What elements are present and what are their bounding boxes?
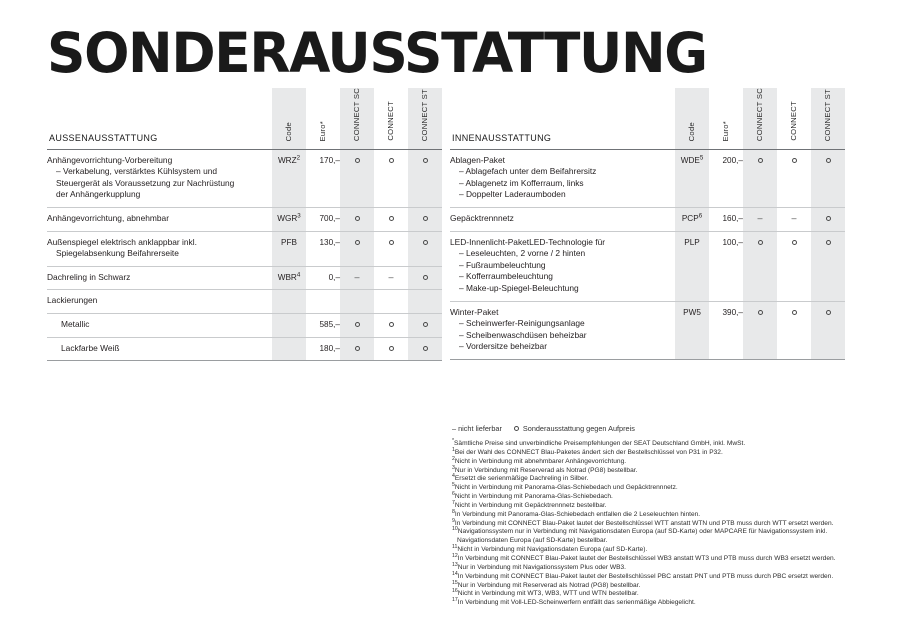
row-feature-name <box>47 149 272 207</box>
right-table-heading: INNENAUSSTATTUNG <box>450 88 675 149</box>
column-header-connect <box>374 88 408 149</box>
row-connect-st <box>811 301 845 359</box>
row-connect <box>777 231 811 301</box>
row-connect <box>374 314 408 338</box>
feature-title: LED-Innenlicht-Paket <box>450 236 530 247</box>
footnote-marker: 8 <box>452 508 455 515</box>
row-connect-sc <box>340 149 374 207</box>
table-row <box>450 208 845 232</box>
column-header-euro-label: Euro* <box>318 120 328 142</box>
circle-icon <box>792 158 797 163</box>
row-code <box>272 337 306 361</box>
row-connect <box>777 208 811 232</box>
column-header-connect-st-label: CONNECT ST <box>823 88 833 142</box>
table-row <box>47 266 442 290</box>
legend-optional <box>514 424 635 433</box>
table-row <box>450 231 845 301</box>
row-connect <box>777 301 811 359</box>
row-feature-name <box>47 266 272 290</box>
table-row <box>47 314 442 338</box>
column-header-code-label: Code <box>284 121 294 142</box>
footnote-item: $^{13}$Nur in Verbindung mit Navigationssystem Plus oder WB3. <box>452 561 626 571</box>
footnote-item: $^9$In Verbindung mit CONNECT Blau-Paket lautet der Bestellschlüssel WTT anstatt WTN und PTB muss durch WTT ersetzt werden. <box>452 517 834 527</box>
page-title: SONDERAUSSTATTUNG <box>47 21 707 85</box>
table-row <box>47 149 442 207</box>
column-header-connect-sc-label: CONNECT SC <box>755 88 765 142</box>
code-footnote-marker: 4 <box>296 271 301 279</box>
row-code: WRZ$^2$ <box>272 149 306 207</box>
row-feature-name <box>450 301 675 359</box>
footnote-marker: 17 <box>452 597 458 603</box>
footnote-item: $^3$Nur in Verbindung mit Reserverad als Notrad (PG8) bestellbar. <box>452 464 638 474</box>
circle-icon <box>389 322 394 327</box>
footnote-marker: 13 <box>452 561 458 568</box>
feature-title: Metallic <box>61 319 90 330</box>
feature-title: Gepäcktrennnetz <box>450 213 514 224</box>
footnote-item: $^4$Ersetzt die serienmäßige Dachreling in Silber. <box>452 473 589 483</box>
column-header-connect-st <box>811 88 845 149</box>
row-connect <box>374 208 408 232</box>
legend-optional-label: Sonderausstattung gegen Aufpreis <box>522 424 635 433</box>
row-connect-st <box>408 208 442 232</box>
footnote-marker: 16 <box>452 588 458 595</box>
innenausstattung-table <box>450 88 845 360</box>
circle-icon <box>423 275 428 280</box>
row-code: PCP$^6$ <box>675 208 709 232</box>
feature-subline: LED-Technologie für <box>529 236 606 247</box>
column-header-code <box>272 88 306 149</box>
feature-subline: – Verkabelung, verstärktes Kühlsystem und <box>56 166 218 177</box>
dash-icon: – <box>388 272 394 283</box>
right-table-body <box>450 149 845 359</box>
footnote-item: $^{11}$Nicht in Verbindung mit Navigationsdaten Europa (auf SD-Karte). <box>452 543 648 554</box>
footnote-item: $^7$Nicht in Verbindung mit Gepäcktrennnetz bestellbar. <box>452 499 607 509</box>
footnote-marker: * <box>452 437 455 444</box>
row-price: 700,– <box>306 208 340 232</box>
circle-icon <box>389 158 394 163</box>
footnote-item: $^1$Bei der Wahl des CONNECT Blau-Paketes ändert sich der Bestellschlüssel von P31 in P32. <box>452 446 723 456</box>
table-row <box>450 301 845 359</box>
circle-icon <box>389 240 394 245</box>
code-footnote-marker: 5 <box>699 153 704 161</box>
row-feature-name <box>450 208 675 232</box>
feature-title: Anhängevorrichtung, abnehmbar <box>47 213 169 224</box>
row-connect-st <box>408 337 442 361</box>
column-header-connect-sc <box>340 88 374 149</box>
row-price: 170,– <box>306 149 340 207</box>
row-connect-st <box>408 231 442 266</box>
footnote-item: $^6$Nicht in Verbindung mit Panorama-Glas-Schiebedach. <box>452 490 613 501</box>
row-code: WBR$^4$ <box>272 266 306 290</box>
feature-subline: – Ablagefach unter dem Beifahrersitz <box>459 166 597 177</box>
footnote-marker: 3 <box>452 464 455 471</box>
row-code: PLP <box>675 231 709 301</box>
footnote-item: $^{15}$Nur in Verbindung mit Reserverad als Notrad (PG8) bestellbar. <box>452 579 641 589</box>
feature-subline: Steuergerät als Voraussetzung zur Nachrüstung <box>56 177 235 188</box>
row-code: WDE$^5$ <box>675 149 709 207</box>
circle-icon <box>355 158 360 163</box>
feature-title: Winter-Paket <box>450 306 499 317</box>
feature-subline: – Ablagenetz im Kofferraum, links <box>459 177 584 188</box>
row-connect <box>374 290 408 314</box>
row-price: 390,– <box>709 301 743 359</box>
row-connect-sc <box>743 301 777 359</box>
column-header-euro <box>306 88 340 149</box>
footnote-marker: 9 <box>452 517 455 524</box>
column-header-euro <box>709 88 743 149</box>
circle-icon <box>423 158 428 163</box>
column-header-connect-label: CONNECT <box>386 101 396 142</box>
circle-icon <box>423 216 428 221</box>
code-footnote-marker: 3 <box>297 212 301 220</box>
row-connect-sc <box>340 266 374 290</box>
table-row <box>450 149 845 207</box>
row-price: 130,– <box>306 231 340 266</box>
row-connect <box>374 231 408 266</box>
row-connect-sc <box>340 231 374 266</box>
column-header-connect-sc <box>743 88 777 149</box>
innenausstattung-table-wrapper <box>450 88 853 361</box>
row-code <box>272 314 306 338</box>
legend-not-available <box>452 424 502 433</box>
dash-icon: – <box>354 272 360 283</box>
footnote-item: $^8$In Verbindung mit Panorama-Glas-Schiebedach entfallen die 2 Leseleuchten hinten. <box>452 508 701 518</box>
circle-icon <box>792 240 797 245</box>
footnote-marker: 11 <box>452 543 458 550</box>
circle-icon <box>355 216 360 221</box>
footnote-marker: 6 <box>452 490 455 497</box>
left-table-heading: AUSSENAUSSTATTUNG <box>47 88 272 149</box>
row-connect-sc <box>743 149 777 207</box>
column-header-euro-label: Euro* <box>721 120 731 142</box>
footnote-item: *Sämtliche Preise sind unverbindliche Preisempfehlungen der SEAT Deutschland GmbH, inkl. MwSt. <box>452 437 746 447</box>
circle-icon <box>758 240 763 245</box>
row-price: 0,– <box>306 266 340 290</box>
footnote-marker: 4 <box>452 473 455 480</box>
row-connect-sc <box>743 208 777 232</box>
footnote-item: $^5$Nicht in Verbindung mit Panorama-Glas-Schiebedach und Gepäcktrennnetz. <box>452 482 678 492</box>
feature-title: Lackierungen <box>47 295 98 306</box>
footnote-marker: 10 <box>452 526 458 533</box>
row-price: 180,– <box>306 337 340 361</box>
row-price: 100,– <box>709 231 743 301</box>
footnote-item: $^{17}$In Verbindung mit Voll-LED-Scheinwerfern entfällt das serienmäßige Abbiegelicht. <box>452 597 696 607</box>
circle-icon <box>758 310 763 315</box>
circle-icon <box>826 216 831 221</box>
circle-icon <box>389 216 394 221</box>
table-header-row <box>47 88 442 149</box>
row-feature-name <box>450 149 675 207</box>
circle-icon <box>355 322 360 327</box>
circle-icon <box>792 310 797 315</box>
feature-subline: – Kofferraumbeleuchtung <box>459 271 553 282</box>
spec-tables <box>47 88 853 361</box>
legend-not-available-label: – nicht lieferbar <box>452 424 502 433</box>
circle-icon <box>355 346 360 351</box>
column-header-connect-st-label: CONNECT ST <box>420 88 430 142</box>
row-connect-st <box>811 149 845 207</box>
circle-icon <box>423 240 428 245</box>
row-feature-name <box>450 231 675 301</box>
row-connect-st <box>408 314 442 338</box>
feature-title: Ablagen-Paket <box>450 154 505 165</box>
feature-title: Außenspiegel elektrisch anklappbar inkl. <box>47 236 197 247</box>
row-feature-name <box>47 337 272 361</box>
row-price: 200,– <box>709 149 743 207</box>
aussenausstattung-table-wrapper <box>47 88 450 361</box>
column-header-connect-sc-label: CONNECT SC <box>352 88 362 142</box>
row-price: 585,– <box>306 314 340 338</box>
circle-icon <box>514 426 519 431</box>
row-connect <box>777 149 811 207</box>
circle-icon <box>826 310 831 315</box>
footnote-item: $^{16}$Nicht in Verbindung mit WT3, WB3, WTT und WTN bestellbar. <box>452 588 639 598</box>
feature-subline: – Scheibenwaschdüsen beheizbar <box>459 329 587 340</box>
row-connect <box>374 149 408 207</box>
row-connect-st <box>811 231 845 301</box>
table-header-row <box>450 88 845 149</box>
table-row <box>47 337 442 361</box>
table-row <box>47 231 442 266</box>
row-connect-st <box>408 290 442 314</box>
table-row <box>47 208 442 232</box>
footnotes-block <box>452 437 892 608</box>
row-connect <box>374 266 408 290</box>
footnote-marker: 2 <box>452 455 455 462</box>
circle-icon <box>355 240 360 245</box>
row-code: PFB <box>272 231 306 266</box>
dash-icon: – <box>791 213 797 224</box>
row-code: WGR$^3$ <box>272 208 306 232</box>
left-table-body <box>47 149 442 361</box>
footnote-continuation: Navigationsdaten Europa (auf SD-Karte) bestellbar. <box>457 537 608 545</box>
row-connect-st <box>408 149 442 207</box>
feature-subline: – Doppelter Laderaumboden <box>459 189 566 200</box>
aussenausstattung-table <box>47 88 442 361</box>
footnote-marker: 15 <box>452 579 458 586</box>
feature-subline: der Anhängerkupplung <box>56 189 141 200</box>
row-feature-name <box>47 231 272 266</box>
row-connect-sc <box>340 208 374 232</box>
column-header-connect-label: CONNECT <box>789 101 799 142</box>
column-header-code-label: Code <box>687 121 697 142</box>
row-feature-name <box>47 314 272 338</box>
feature-title: Dachreling in Schwarz <box>47 271 131 282</box>
footnote-item: $^{12}$In Verbindung mit CONNECT Blau-Paket lautet der Bestellschlüssel WB3 anstatt WT3 und PTB muss durch WB3 ersetzt werden. <box>452 552 836 562</box>
row-connect-sc <box>743 231 777 301</box>
footnote-marker: 5 <box>452 482 455 489</box>
code-footnote-marker: 2 <box>296 153 301 161</box>
row-connect-sc <box>340 290 374 314</box>
circle-icon <box>758 158 763 163</box>
footnote-marker: 12 <box>452 552 458 559</box>
column-header-connect <box>777 88 811 149</box>
footnote-item: $^2$Nicht in Verbindung mit abnehmbarer Anhängevorrichtung. <box>452 455 627 465</box>
feature-subline: – Leseleuchten, 2 vorne / 2 hinten <box>459 248 586 259</box>
column-header-connect-st <box>408 88 442 149</box>
row-feature-name <box>47 208 272 232</box>
footnote-item: $^{10}$Navigationssystem nur in Verbindung mit Navigationsdaten Europa (auf SD-Karte) oder MAPCARE für Navigationssystem inkl. Navigationsdaten Europa (auf SD-Karte) bestellbar. <box>452 528 892 546</box>
circle-icon <box>826 158 831 163</box>
footnote-marker: 7 <box>452 499 455 506</box>
row-connect-st <box>811 208 845 232</box>
row-connect-sc <box>340 337 374 361</box>
column-header-code <box>675 88 709 149</box>
row-price <box>306 290 340 314</box>
dash-icon: – <box>757 213 763 224</box>
table-row <box>47 290 442 314</box>
feature-subline: – Make-up-Spiegel-Beleuchtung <box>459 283 579 294</box>
circle-icon <box>423 322 428 327</box>
row-feature-name <box>47 290 272 314</box>
feature-subline: – Fußraumbeleuchtung <box>459 259 546 270</box>
circle-icon <box>389 346 394 351</box>
footnote-marker: 14 <box>452 570 458 577</box>
feature-subline: – Vordersitze beheizbar <box>459 341 547 352</box>
row-connect <box>374 337 408 361</box>
row-connect-st <box>408 266 442 290</box>
feature-subline: Spiegelabsenkung Beifahrerseite <box>56 248 179 259</box>
row-price: 160,– <box>709 208 743 232</box>
row-connect-sc <box>340 314 374 338</box>
code-footnote-marker: 6 <box>698 212 703 220</box>
feature-title: Anhängevorrichtung-Vorbereitung <box>47 154 173 165</box>
footnote-item: $^{14}$In Verbindung mit CONNECT Blau-Paket lautet der Bestellschlüssel PBC anstatt PNT und PTB muss durch PBC ersetzt werden. <box>452 570 834 580</box>
feature-subline: – Scheinwerfer-Reinigungsanlage <box>459 318 585 329</box>
legend <box>452 424 635 433</box>
feature-title: Lackfarbe Weiß <box>61 342 120 353</box>
circle-icon <box>826 240 831 245</box>
footnote-marker: 1 <box>452 446 455 453</box>
row-code: PW5 <box>675 301 709 359</box>
row-code <box>272 290 306 314</box>
circle-icon <box>423 346 428 351</box>
